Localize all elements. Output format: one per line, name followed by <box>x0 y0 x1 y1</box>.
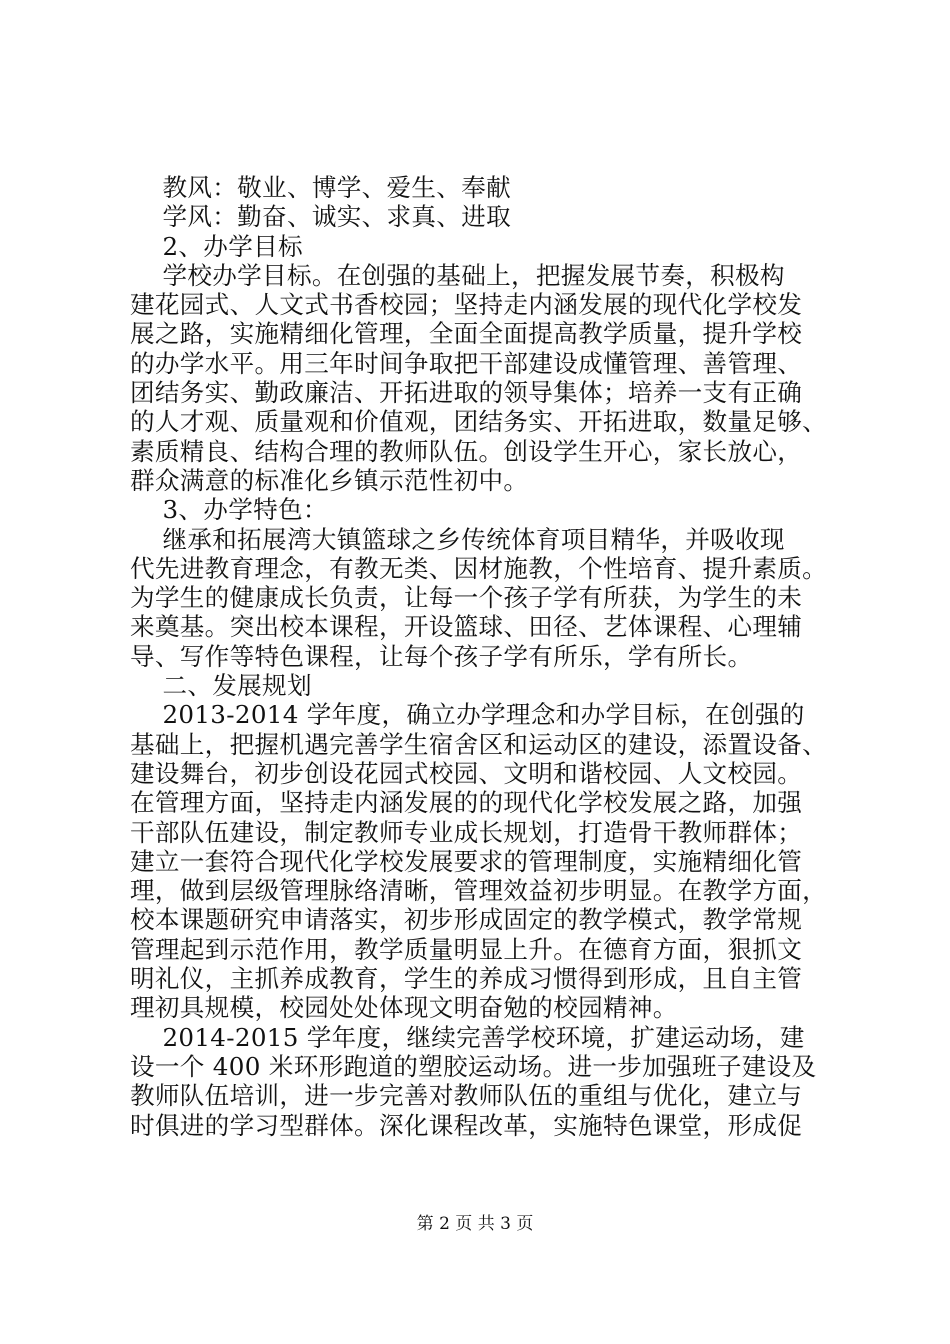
section-heading: 二、发展规划 <box>130 671 312 701</box>
text-line: 2014-2015 学年度，继续完善学校环境，扩建运动场，建 <box>130 1022 805 1052</box>
text-line: 的人才观、质量观和价值观，团结务实、开拓进取，数量足够、 <box>130 407 828 437</box>
text-line: 继承和拓展湾大镇篮球之乡传统体育项目精华，并吸收现 <box>130 524 785 554</box>
text-line: 干部队伍建设，制定教师专业成长规划，打造骨干教师群体； <box>130 817 803 847</box>
text-line: 教风：敬业、博学、爱生、奉献 <box>130 173 511 202</box>
text-line: 导、写作等特色课程，让每个孩子学有所乐，学有所长。 <box>130 641 753 671</box>
section-heading: 3、办学特色： <box>130 495 328 525</box>
text-line: 的办学水平。用三年时间争取把干部建设成懂管理、善管理、 <box>130 348 803 378</box>
text-line: 理初具规模，校园处处体现文明奋勉的校园精神。 <box>130 993 678 1023</box>
text-line: 校本课题研究申请落实，初步形成固定的教学模式，教学常规 <box>130 905 803 935</box>
section-heading: 2、办学目标 <box>130 231 303 261</box>
text-line: 团结务实、勤政廉洁、开拓进取的领导集体；培养一支有正确 <box>130 378 803 408</box>
text-line: 建立一套符合现代化学校发展要求的管理制度，实施精细化管 <box>130 846 803 876</box>
page-number-footer: 第 2 页 共 3 页 <box>416 1214 534 1234</box>
text-line: 教师队伍培训，进一步完善对教师队伍的重组与优化，建立与 <box>130 1081 803 1111</box>
text-line: 代先进教育理念，有教无类、因材施教，个性培育、提升素质。 <box>130 553 828 583</box>
text-line: 建花园式、人文式书香校园；坚持走内涵发展的现代化学校发 <box>130 290 803 320</box>
text-line: 管理起到示范作用，教学质量明显上升。在德育方面，狠抓文 <box>130 934 803 964</box>
text-line: 建设舞台，初步创设花园式校园、文明和谐校园、人文校园。 <box>130 758 803 788</box>
text-line: 群众满意的标准化乡镇示范性初中。 <box>130 465 529 495</box>
document-body <box>130 173 842 1140</box>
text-line: 来奠基。突出校本课程，开设篮球、田径、艺体课程、心理辅 <box>130 612 803 642</box>
text-line: 理，做到层级管理脉络清晰，管理效益初步明显。在教学方面， <box>130 876 828 906</box>
text-line: 设一个 400 米环形跑道的塑胶运动场。进一步加强班子建设及 <box>130 1051 817 1081</box>
text-line: 为学生的健康成长负责，让每一个孩子学有所获，为学生的未 <box>130 583 803 613</box>
text-line: 素质精良、结构合理的教师队伍。创设学生开心，家长放心， <box>130 436 803 466</box>
text-line: 明礼仪，主抓养成教育，学生的养成习惯得到形成，且自主管 <box>130 964 803 994</box>
text-line: 学风：勤奋、诚实、求真、进取 <box>130 202 511 232</box>
text-line: 基础上，把握机遇完善学生宿舍区和运动区的建设，添置设备、 <box>130 729 828 759</box>
text-line: 在管理方面，坚持走内涵发展的的现代化学校发展之路，加强 <box>130 788 803 818</box>
text-line: 2013-2014 学年度，确立办学理念和办学目标，在创强的 <box>130 700 805 730</box>
text-line: 学校办学目标。在创强的基础上，把握发展节奏，积极构 <box>130 260 785 290</box>
text-line: 展之路，实施精细化管理，全面全面提高教学质量，提升学校 <box>130 319 803 349</box>
text-line: 时俱进的学习型群体。深化课程改革，实施特色课堂，形成促 <box>130 1110 803 1140</box>
